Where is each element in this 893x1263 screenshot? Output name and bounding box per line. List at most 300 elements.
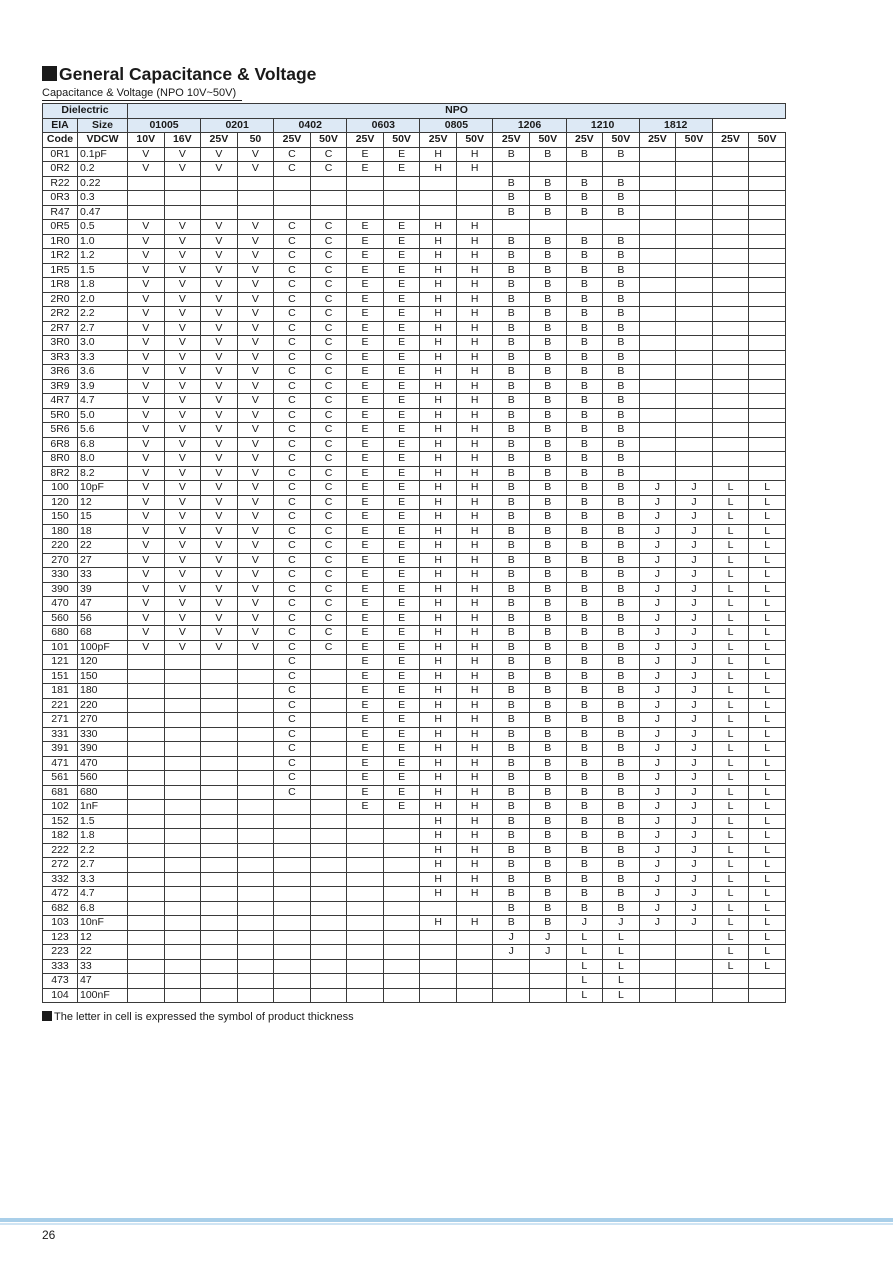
thickness-cell: V (201, 278, 238, 293)
thickness-cell: B (603, 176, 640, 191)
thickness-cell (128, 205, 165, 220)
thickness-cell: B (603, 858, 640, 873)
thickness-cell: V (237, 147, 274, 162)
capacitance-cell: 0.22 (78, 176, 128, 191)
thickness-cell (310, 974, 347, 989)
thickness-cell: V (128, 394, 165, 409)
thickness-cell: B (530, 713, 567, 728)
thickness-cell: C (274, 698, 311, 713)
thickness-cell (749, 220, 786, 235)
thickness-cell: H (420, 713, 457, 728)
eia-code-cell: 391 (43, 742, 78, 757)
thickness-cell: L (749, 872, 786, 887)
thickness-cell: J (676, 539, 713, 554)
thickness-cell (201, 872, 238, 887)
thickness-cell (201, 814, 238, 829)
thickness-cell (310, 930, 347, 945)
thickness-cell: B (603, 800, 640, 815)
thickness-cell: E (383, 568, 420, 583)
thickness-cell: H (420, 466, 457, 481)
thickness-cell (310, 988, 347, 1003)
size-header-01005: 01005 (128, 118, 201, 133)
thickness-cell: B (566, 278, 603, 293)
thickness-cell: B (566, 553, 603, 568)
thickness-cell: C (310, 365, 347, 380)
thickness-cell: V (128, 640, 165, 655)
thickness-cell (749, 249, 786, 264)
thickness-cell: H (456, 814, 493, 829)
thickness-cell: B (530, 234, 567, 249)
thickness-cell (383, 814, 420, 829)
thickness-cell: B (566, 249, 603, 264)
capacitance-cell: 2.2 (78, 843, 128, 858)
thickness-cell: V (128, 336, 165, 351)
thickness-cell (712, 321, 749, 336)
thickness-cell: V (164, 437, 201, 452)
thickness-cell (310, 771, 347, 786)
thickness-cell: J (676, 655, 713, 670)
thickness-cell: L (749, 945, 786, 960)
thickness-cell: B (566, 727, 603, 742)
thickness-cell (676, 959, 713, 974)
thickness-cell (383, 901, 420, 916)
thickness-cell (274, 887, 311, 902)
thickness-cell: E (347, 263, 384, 278)
voltage-header: 25V (639, 133, 676, 148)
footnote (42, 1011, 354, 1023)
thickness-cell: H (420, 495, 457, 510)
thickness-cell (749, 974, 786, 989)
thickness-cell (164, 872, 201, 887)
thickness-cell (237, 945, 274, 960)
thickness-cell: B (530, 365, 567, 380)
thickness-cell: C (274, 539, 311, 554)
thickness-cell: E (347, 510, 384, 525)
thickness-cell: H (456, 423, 493, 438)
thickness-cell (128, 698, 165, 713)
table-row (43, 800, 786, 815)
thickness-cell (383, 959, 420, 974)
capacitance-cell: 33 (78, 568, 128, 583)
thickness-cell: B (530, 611, 567, 626)
thickness-cell: L (712, 742, 749, 757)
thickness-cell: V (237, 597, 274, 612)
thickness-cell: B (603, 756, 640, 771)
thickness-cell: H (456, 466, 493, 481)
thickness-cell: H (420, 640, 457, 655)
thickness-cell (712, 220, 749, 235)
thickness-cell: V (128, 365, 165, 380)
eia-code-cell: 470 (43, 597, 78, 612)
thickness-cell: H (456, 147, 493, 162)
thickness-cell: V (164, 147, 201, 162)
thickness-cell: E (383, 742, 420, 757)
thickness-cell: E (347, 321, 384, 336)
thickness-cell: B (493, 872, 530, 887)
thickness-cell: J (676, 858, 713, 873)
thickness-cell (749, 321, 786, 336)
thickness-cell: V (237, 408, 274, 423)
thickness-cell: J (639, 698, 676, 713)
thickness-cell: J (639, 553, 676, 568)
table-row (43, 829, 786, 844)
thickness-cell: J (639, 858, 676, 873)
thickness-cell: H (420, 785, 457, 800)
thickness-cell: B (566, 669, 603, 684)
eia-code-cell: 182 (43, 829, 78, 844)
thickness-cell (128, 930, 165, 945)
thickness-cell: H (456, 350, 493, 365)
thickness-cell: B (493, 539, 530, 554)
thickness-cell: B (566, 887, 603, 902)
thickness-cell: V (164, 626, 201, 641)
thickness-cell: L (749, 597, 786, 612)
thickness-cell (237, 858, 274, 873)
footer-band-light (0, 1223, 893, 1225)
thickness-cell: L (712, 611, 749, 626)
thickness-cell (128, 901, 165, 916)
thickness-cell: J (676, 771, 713, 786)
thickness-cell (128, 843, 165, 858)
thickness-cell: L (712, 582, 749, 597)
thickness-cell (201, 901, 238, 916)
thickness-cell: B (603, 336, 640, 351)
thickness-cell (639, 176, 676, 191)
thickness-cell: L (712, 713, 749, 728)
thickness-cell: B (603, 292, 640, 307)
thickness-cell: V (237, 640, 274, 655)
thickness-cell: V (128, 292, 165, 307)
thickness-cell: V (201, 582, 238, 597)
thickness-cell: E (383, 510, 420, 525)
thickness-cell (310, 945, 347, 960)
thickness-cell: H (420, 655, 457, 670)
thickness-cell: L (749, 814, 786, 829)
eia-code-cell: 472 (43, 887, 78, 902)
thickness-cell: B (530, 901, 567, 916)
eia-code-cell: 0R5 (43, 220, 78, 235)
thickness-cell: B (566, 771, 603, 786)
thickness-cell (347, 930, 384, 945)
thickness-cell: J (639, 640, 676, 655)
thickness-cell (420, 191, 457, 206)
thickness-cell: C (274, 481, 311, 496)
capacitance-cell: 10pF (78, 481, 128, 496)
thickness-cell: C (310, 249, 347, 264)
thickness-cell: H (456, 742, 493, 757)
thickness-cell: E (383, 336, 420, 351)
thickness-cell: L (603, 974, 640, 989)
thickness-cell: B (530, 568, 567, 583)
thickness-cell: E (383, 539, 420, 554)
eia-code-cell: 101 (43, 640, 78, 655)
vdcw-label: VDCW (78, 133, 128, 148)
thickness-cell: C (274, 437, 311, 452)
thickness-cell (310, 901, 347, 916)
table-row (43, 365, 786, 380)
thickness-cell: C (274, 263, 311, 278)
thickness-cell (128, 829, 165, 844)
thickness-cell (274, 858, 311, 873)
thickness-cell: E (347, 423, 384, 438)
thickness-cell: E (383, 582, 420, 597)
thickness-cell: L (712, 539, 749, 554)
thickness-cell: V (201, 437, 238, 452)
thickness-cell: J (676, 582, 713, 597)
thickness-cell (712, 423, 749, 438)
thickness-cell (712, 162, 749, 177)
thickness-cell (201, 742, 238, 757)
thickness-cell: C (274, 771, 311, 786)
thickness-cell (676, 205, 713, 220)
thickness-cell: H (456, 495, 493, 510)
thickness-cell: B (493, 727, 530, 742)
thickness-cell (676, 974, 713, 989)
thickness-cell: E (347, 539, 384, 554)
thickness-cell (676, 988, 713, 1003)
thickness-cell (201, 800, 238, 815)
thickness-cell: J (676, 887, 713, 902)
thickness-cell (712, 394, 749, 409)
thickness-cell: B (566, 423, 603, 438)
voltage-header: 50V (456, 133, 493, 148)
thickness-cell (420, 988, 457, 1003)
thickness-cell: C (310, 278, 347, 293)
thickness-cell (237, 843, 274, 858)
thickness-cell: C (310, 640, 347, 655)
thickness-cell: B (530, 785, 567, 800)
thickness-cell: V (128, 495, 165, 510)
thickness-cell: L (712, 858, 749, 873)
thickness-cell (201, 191, 238, 206)
thickness-cell (128, 771, 165, 786)
voltage-header: 50V (383, 133, 420, 148)
capacitance-cell: 15 (78, 510, 128, 525)
thickness-cell: B (530, 640, 567, 655)
thickness-cell: B (603, 263, 640, 278)
thickness-cell: C (310, 466, 347, 481)
thickness-cell: H (456, 568, 493, 583)
thickness-cell: B (566, 611, 603, 626)
thickness-cell: B (493, 147, 530, 162)
thickness-cell: E (347, 452, 384, 467)
eia-code-cell: 270 (43, 553, 78, 568)
table-row (43, 234, 786, 249)
thickness-cell: E (383, 249, 420, 264)
thickness-cell: V (128, 437, 165, 452)
eia-code-cell: 3R6 (43, 365, 78, 380)
table-row (43, 510, 786, 525)
table-row (43, 901, 786, 916)
thickness-cell: L (749, 800, 786, 815)
thickness-cell: L (712, 727, 749, 742)
eia-code-cell: 2R0 (43, 292, 78, 307)
thickness-cell: H (420, 539, 457, 554)
thickness-cell: E (383, 263, 420, 278)
table-row (43, 350, 786, 365)
thickness-cell (201, 771, 238, 786)
thickness-cell: J (676, 742, 713, 757)
thickness-cell (347, 176, 384, 191)
thickness-cell (201, 843, 238, 858)
thickness-cell: C (274, 742, 311, 757)
thickness-cell (420, 945, 457, 960)
thickness-cell: V (164, 553, 201, 568)
thickness-cell (420, 930, 457, 945)
thickness-cell (639, 452, 676, 467)
thickness-cell: B (493, 785, 530, 800)
thickness-cell: V (164, 292, 201, 307)
thickness-cell (274, 800, 311, 815)
thickness-cell (274, 945, 311, 960)
thickness-cell: L (712, 684, 749, 699)
thickness-cell: E (383, 321, 420, 336)
thickness-cell (676, 365, 713, 380)
thickness-cell (310, 785, 347, 800)
thickness-cell (201, 669, 238, 684)
thickness-cell: J (676, 727, 713, 742)
thickness-cell (274, 974, 311, 989)
thickness-cell: V (164, 234, 201, 249)
thickness-cell (237, 930, 274, 945)
thickness-cell (456, 988, 493, 1003)
thickness-cell: L (712, 945, 749, 960)
thickness-cell (347, 205, 384, 220)
thickness-cell: B (603, 742, 640, 757)
thickness-cell: B (603, 379, 640, 394)
thickness-cell: B (603, 669, 640, 684)
thickness-cell (274, 843, 311, 858)
thickness-cell: V (237, 510, 274, 525)
thickness-cell: B (493, 510, 530, 525)
thickness-cell (383, 988, 420, 1003)
thickness-cell: H (420, 814, 457, 829)
thickness-cell (237, 205, 274, 220)
thickness-cell: B (530, 466, 567, 481)
thickness-cell: V (164, 452, 201, 467)
thickness-cell: C (274, 684, 311, 699)
thickness-cell (749, 466, 786, 481)
thickness-cell: V (237, 568, 274, 583)
thickness-cell: B (530, 800, 567, 815)
thickness-cell: E (347, 379, 384, 394)
thickness-cell: J (639, 597, 676, 612)
thickness-cell (676, 234, 713, 249)
thickness-cell: E (347, 292, 384, 307)
thickness-cell: V (128, 626, 165, 641)
thickness-cell: V (237, 495, 274, 510)
thickness-cell: B (603, 713, 640, 728)
capacitance-cell: 8.2 (78, 466, 128, 481)
thickness-cell: B (566, 307, 603, 322)
thickness-cell: B (603, 684, 640, 699)
thickness-cell (493, 162, 530, 177)
table-row (43, 495, 786, 510)
thickness-cell: H (420, 321, 457, 336)
thickness-cell: B (603, 278, 640, 293)
thickness-cell: B (493, 452, 530, 467)
eia-code-cell: 1R5 (43, 263, 78, 278)
thickness-cell: E (383, 684, 420, 699)
thickness-cell: B (566, 176, 603, 191)
capacitance-cell: 2.7 (78, 858, 128, 873)
thickness-cell: J (639, 669, 676, 684)
thickness-cell: B (493, 698, 530, 713)
thickness-cell: V (164, 263, 201, 278)
thickness-cell (383, 916, 420, 931)
thickness-cell: B (603, 640, 640, 655)
thickness-cell (310, 916, 347, 931)
thickness-cell: C (274, 756, 311, 771)
thickness-cell (128, 742, 165, 757)
thickness-cell: V (237, 234, 274, 249)
capacitance-cell: 330 (78, 727, 128, 742)
capacitance-cell: 5.0 (78, 408, 128, 423)
thickness-cell: H (456, 278, 493, 293)
thickness-cell: B (566, 350, 603, 365)
thickness-cell: V (201, 394, 238, 409)
thickness-cell: B (566, 698, 603, 713)
thickness-cell: L (749, 640, 786, 655)
thickness-cell: J (639, 655, 676, 670)
thickness-cell: E (383, 597, 420, 612)
thickness-cell (201, 945, 238, 960)
thickness-cell: C (274, 466, 311, 481)
thickness-cell (749, 263, 786, 278)
thickness-cell: J (639, 495, 676, 510)
voltage-header: 25V (712, 133, 749, 148)
thickness-cell (237, 669, 274, 684)
thickness-cell: E (347, 278, 384, 293)
thickness-cell: E (383, 408, 420, 423)
thickness-cell (128, 814, 165, 829)
table-row (43, 640, 786, 655)
square-bullet-icon (42, 1011, 52, 1021)
size-header-0805: 0805 (420, 118, 493, 133)
table-row (43, 220, 786, 235)
dielectric-value: NPO (128, 104, 786, 119)
thickness-cell (530, 162, 567, 177)
thickness-cell: L (749, 930, 786, 945)
thickness-cell: B (603, 510, 640, 525)
thickness-cell: C (274, 350, 311, 365)
thickness-cell (164, 727, 201, 742)
thickness-cell: V (201, 539, 238, 554)
thickness-cell: C (274, 336, 311, 351)
voltage-header: 25V (347, 133, 384, 148)
thickness-cell: E (347, 727, 384, 742)
thickness-cell: B (603, 829, 640, 844)
thickness-cell: H (456, 510, 493, 525)
thickness-cell (310, 176, 347, 191)
table-row (43, 379, 786, 394)
thickness-cell (347, 829, 384, 844)
thickness-cell (383, 829, 420, 844)
thickness-cell: E (347, 495, 384, 510)
thickness-cell (712, 191, 749, 206)
thickness-cell (310, 713, 347, 728)
capacitance-cell: 1.2 (78, 249, 128, 264)
thickness-cell (676, 220, 713, 235)
table-row (43, 698, 786, 713)
thickness-cell: H (420, 481, 457, 496)
thickness-cell (310, 872, 347, 887)
thickness-cell: V (237, 611, 274, 626)
thickness-cell: V (237, 278, 274, 293)
capacitance-cell: 56 (78, 611, 128, 626)
thickness-cell: B (493, 553, 530, 568)
thickness-cell (749, 365, 786, 380)
